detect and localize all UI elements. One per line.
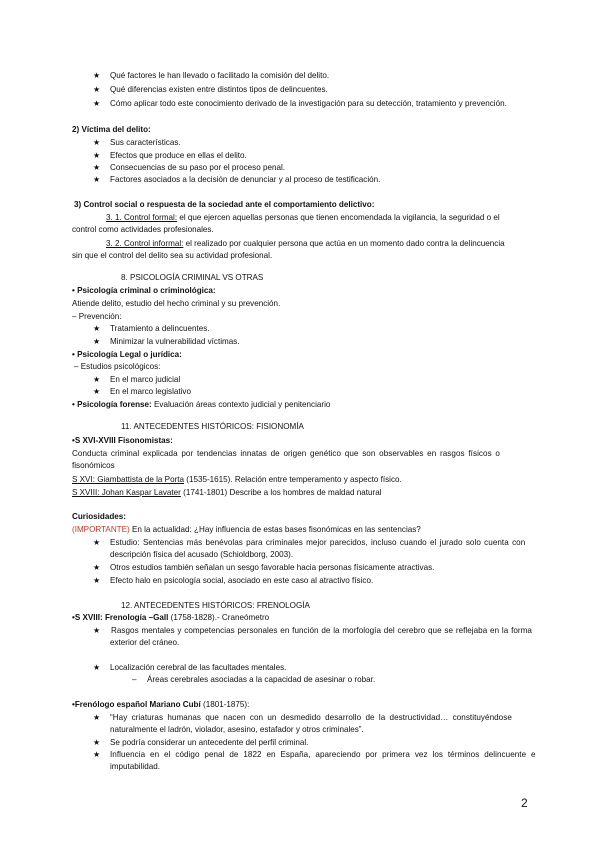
list-item: Consecuencias de su paso por el proceso penal. xyxy=(110,163,286,172)
list-item: Se podría considerar un antecedente del perfil criminal. xyxy=(110,738,309,747)
list-item: Sus características. xyxy=(110,138,181,147)
psicologia-forense-text: Evaluación áreas contexto judicial y penitenciario xyxy=(151,400,331,409)
sub-list-item: Áreas cerebrales asociadas a la capacidad de asesinar o robar. xyxy=(147,675,376,684)
psicologia-criminal-heading: • Psicología criminal o criminológica: xyxy=(72,286,216,295)
psicologia-forense-line xyxy=(72,399,330,411)
list-item: Rasgos mentales y competencias personales en función de la morfología del cerebro que se reflejaba en la forma xyxy=(111,626,532,635)
fisionomistas-heading: •S XVI-XVIII Fisonomistas: xyxy=(72,436,173,445)
list-item: Localización cerebral de las facultades mentales. xyxy=(110,663,287,672)
lavater-text: (1741-1801) Describe a los hombres de maldad natural xyxy=(180,488,382,497)
list-item: Qué factores le han llevado o facilitado la comisión del delito. xyxy=(110,71,330,80)
list-item-cont: naturalmente el ladrón, violador, asesino, estafador y otros criminales”. xyxy=(110,725,364,734)
list-item: En el marco legislativo xyxy=(110,387,191,396)
star-bullet-icon: ★ xyxy=(93,324,101,333)
star-bullet-icon: ★ xyxy=(93,375,101,384)
star-bullet-icon: ★ xyxy=(93,563,101,572)
curiosidades-question-line xyxy=(72,524,421,536)
fisionomistas-text-cont: fisonómicos xyxy=(72,461,115,470)
list-item: “Hay criaturas humanas que nacen con un desmedido desarrollo de la destructividad… constituyéndose xyxy=(110,713,512,722)
porta-text: (1535-1615). Relación entre temperamento y aspecto físico. xyxy=(184,475,402,484)
star-bullet-icon: ★ xyxy=(93,538,101,547)
cubi-heading: •Frenólogo español Mariano Cubí xyxy=(72,700,201,709)
lavater-line xyxy=(72,487,382,499)
estudios-label: – Estudios psicológicos: xyxy=(74,362,161,371)
star-bullet-icon: ★ xyxy=(93,175,101,184)
star-bullet-icon: ★ xyxy=(93,626,101,635)
list-item-cont: descripción física del acusado (Schioldborg, 2003). xyxy=(110,550,294,559)
list-item-cont: exterior del cráneo. xyxy=(110,638,180,647)
porta-label: S XVI: Giambattista de la Porta xyxy=(72,475,185,484)
list-item: Otros estudios también señalan un sesgo favorable hacia personas físicamente atractivas. xyxy=(110,563,435,572)
page-number: 2 xyxy=(521,796,528,810)
control-formal-label: 3. 1. Control formal: xyxy=(106,213,178,222)
star-bullet-icon: ★ xyxy=(93,738,101,747)
section-heading-control: 3) Control social o respuesta de la sociedad ante el comportamiento delictivo: xyxy=(74,200,375,209)
section-title-frenologia: 12. ANTECEDENTES HISTÓRICOS: FRENOLOGÍA xyxy=(121,601,310,610)
star-bullet-icon: ★ xyxy=(93,750,101,759)
control-formal-text: el que ejercen aquellas personas que tienen encomendada la vigilancia, la seguridad o el xyxy=(177,213,500,222)
list-item: Efectos que produce en ellas el delito. xyxy=(110,151,247,160)
list-item: Qué diferencias existen entre distintos tipos de delincuentes. xyxy=(110,85,328,94)
star-bullet-icon: ★ xyxy=(93,387,101,396)
curiosidades-heading: Curiosidades: xyxy=(72,512,126,521)
prevencion-label: – Prevención: xyxy=(72,312,122,321)
control-informal-text: el realizado por cualquier persona que actúa en un momento dado contra la delincuencia xyxy=(183,239,505,248)
control-informal-text-cont: sin que el control del delito sea su actividad profesional. xyxy=(72,251,273,260)
section-title-fisionomia: 11. ANTECEDENTES HISTÓRICOS: FISIONOMÍA xyxy=(121,422,304,431)
star-bullet-icon: ★ xyxy=(93,71,101,80)
frenologia-heading: •S XVIII: Frenología –Gall xyxy=(72,613,169,622)
paragraph-control-informal xyxy=(106,238,505,250)
star-bullet-icon: ★ xyxy=(93,713,101,722)
psicologia-forense-heading: • Psicología forense: xyxy=(72,400,152,409)
control-informal-label: 3. 2. Control informal: xyxy=(106,239,184,248)
paragraph-control-formal xyxy=(106,212,500,224)
dash-bullet-icon: – xyxy=(132,675,137,684)
cubi-heading-line xyxy=(72,699,249,711)
list-item: Influencia en el código penal de 1822 en España, apareciendo por primera vez los términos delincuente e xyxy=(110,750,536,759)
frenologia-heading-line xyxy=(72,612,269,624)
curiosidades-question: En la actualidad: ¿Hay influencia de estas bases fisonómicas en las sentencias? xyxy=(129,525,421,534)
list-item: Estudio: Sentencias más benévolas para criminales mejor parecidos, incluso cuando el jurado solo cuenta con xyxy=(110,538,526,547)
star-bullet-icon: ★ xyxy=(93,151,101,160)
porta-line xyxy=(72,474,402,486)
frenologia-heading-rest: (1758-1828).- Craneómetro xyxy=(168,613,270,622)
list-item: Minimizar la vulnerabilidad víctimas. xyxy=(110,337,240,346)
star-bullet-icon: ★ xyxy=(93,85,101,94)
star-bullet-icon: ★ xyxy=(93,138,101,147)
star-bullet-icon: ★ xyxy=(93,99,101,108)
list-item: En el marco judicial xyxy=(110,375,181,384)
lavater-label: S XVIII: Johan Kaspar Lavater xyxy=(72,488,181,497)
section-heading-victima: 2) Víctima del delito: xyxy=(72,125,151,134)
list-item: Efecto halo en psicología social, asociado en este caso al atractivo físico. xyxy=(110,576,374,585)
important-label: (IMPORTANTE) xyxy=(72,525,130,534)
psicologia-criminal-text: Atiende delito, estudio del hecho criminal y su prevención. xyxy=(72,299,281,308)
list-item: Factores asociados a la decisión de denunciar y al proceso de testificación. xyxy=(110,175,381,184)
star-bullet-icon: ★ xyxy=(93,576,101,585)
cubi-heading-rest: (1801-1875): xyxy=(200,700,250,709)
list-item-cont: imputabilidad. xyxy=(110,762,160,771)
psicologia-legal-heading: • Psicología Legal o jurídica: xyxy=(72,350,182,359)
star-bullet-icon: ★ xyxy=(93,663,101,672)
list-item: Tratamiento a delincuentes. xyxy=(110,324,210,333)
control-formal-text-cont: control como actividades profesionales. xyxy=(72,225,214,234)
star-bullet-icon: ★ xyxy=(93,337,101,346)
fisionomistas-text: Conducta criminal explicada por tendencias innatas de origen genético que son observables en rasgos físicos o xyxy=(72,449,500,458)
list-item: Cómo aplicar todo este conocimiento derivado de la investigación para su detección, tratamiento y prevención. xyxy=(110,99,507,108)
star-bullet-icon: ★ xyxy=(93,163,101,172)
section-title-psicologia: 8. PSICOLOGÍA CRIMINAL VS OTRAS xyxy=(121,273,264,282)
